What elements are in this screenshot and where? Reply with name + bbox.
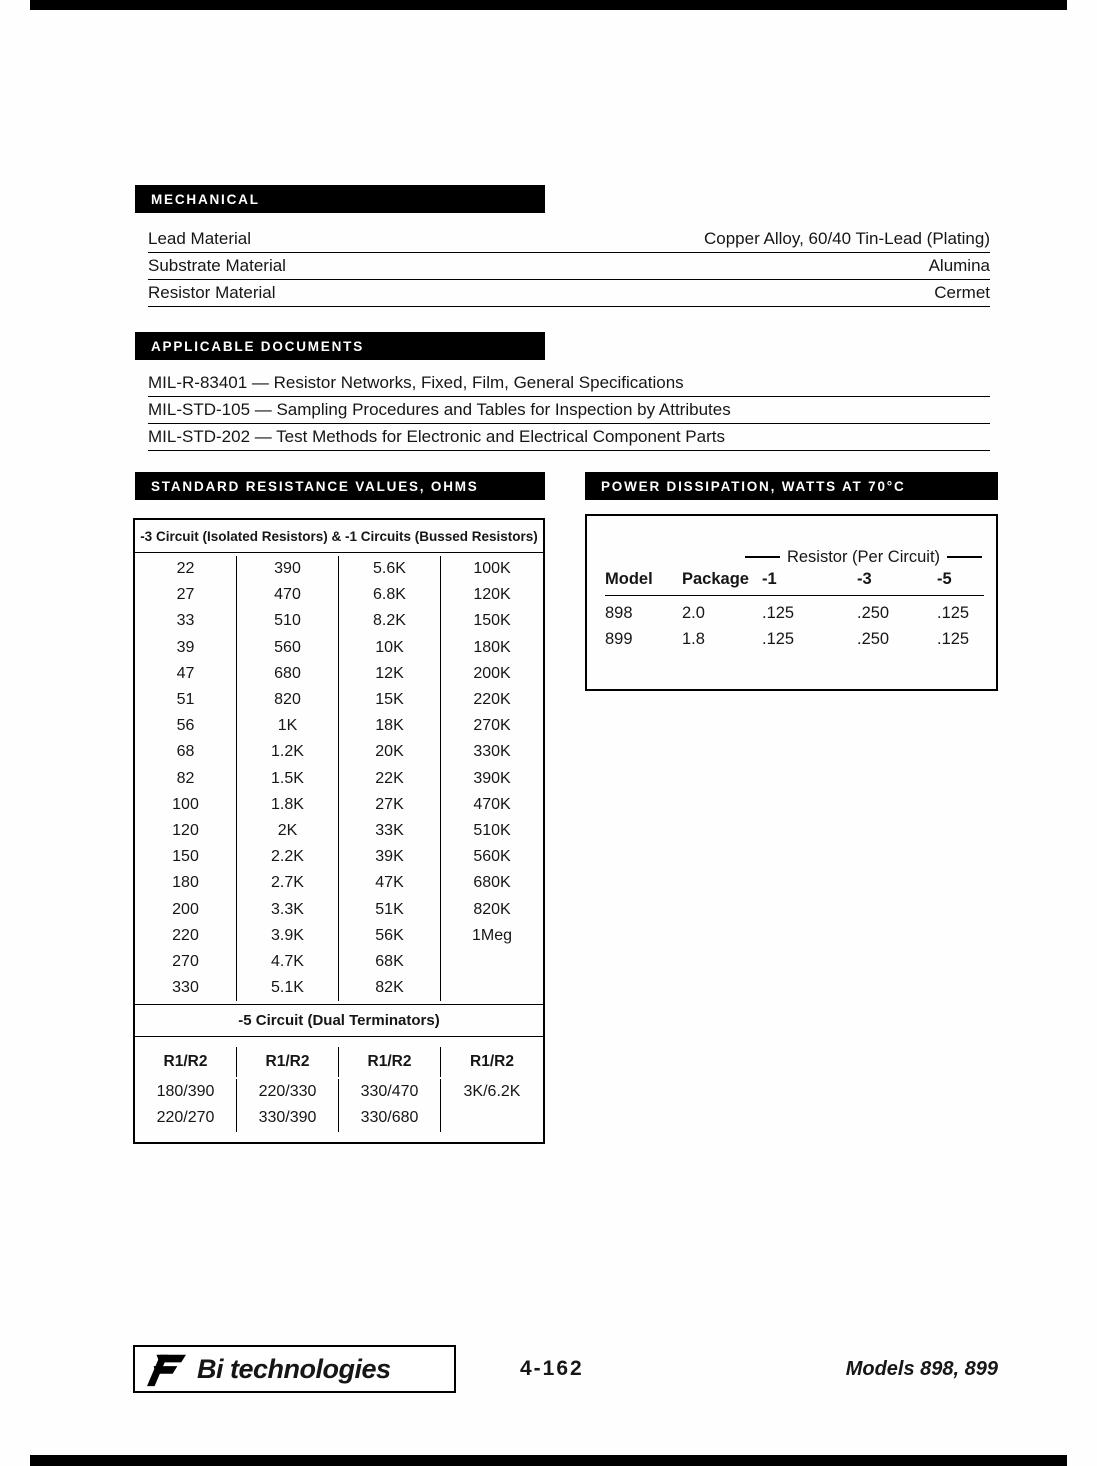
resistance-value: 82K [339,975,441,1001]
resistance-value: 470K [473,795,511,813]
resistance-value: 820K [473,900,511,918]
resistance-value: 39K [339,844,441,870]
resistance-value: 4.7K [237,949,339,975]
resistor-per-circuit-header [745,546,982,568]
power-column-header: -5 [937,570,952,588]
power-table-body [605,600,984,652]
resistance-value [441,975,543,1001]
power-column-header: -3 [857,570,872,588]
resistance-value: 510 [237,608,339,634]
resistance-value: 5.6K [339,556,441,582]
power-table-row [605,600,984,626]
power-cell: .125 [937,603,970,622]
resistance-value: 20K [339,739,441,765]
dual-terminator-value: 220/270 [135,1105,237,1131]
resistance-value: 1Meg [471,926,513,944]
document-item: MIL-STD-202 — Test Methods for Electronic and Electrical Component Parts [148,424,990,451]
resistance-value: 18K [339,713,441,739]
page-number: 4-162 [520,1357,584,1380]
resistance-value: 560 [237,635,339,661]
spec-row [148,226,990,253]
resistance-value: 680K [473,874,511,892]
standard-resistance-section-header: STANDARD RESISTANCE VALUES, OHMS [135,472,545,500]
resistance-value: 33 [135,608,237,634]
resistance-value: 100 [135,792,237,818]
resistance-value: 8.2K [339,608,441,634]
top-rule-bar [30,0,1067,10]
resistance-value: 2K [237,818,339,844]
resistance-value: 68K [339,949,441,975]
resistance-table [133,518,545,1144]
spec-row [148,253,990,280]
resistance-value: 22K [339,766,441,792]
spec-value: Cermet [934,283,990,302]
dual-grid [135,1077,543,1131]
resistance-value: 27 [135,582,237,608]
resistance-value: 1.8K [237,792,339,818]
right-rule-line [947,556,982,558]
applicable-documents-section-header: APPLICABLE DOCUMENTS [135,332,545,360]
power-cell: .250 [857,629,890,648]
spec-label: Substrate Material [148,256,286,275]
dual-terminator-value: 180/390 [135,1079,237,1105]
resistance-value: 220K [473,691,511,709]
resistance-value: 3.3K [237,896,339,922]
resistance-value: 560K [473,848,511,866]
r1r2-column-header: R1/R2 [135,1047,237,1077]
resistance-value: 330 [135,975,237,1001]
resistance-value: 47K [339,870,441,896]
spec-value: Copper Alloy, 60/40 Tin-Lead (Plating) [703,229,990,248]
mechanical-section-header: MECHANICAL [135,185,545,213]
resistance-value: 10K [339,635,441,661]
resistance-value: 150K [473,612,511,630]
resistance-value: 200K [473,664,511,682]
resistance-value: 220 [135,923,237,949]
resistance-value: 1.2K [237,739,339,765]
models-label: Models 898, 899 [845,1358,998,1380]
resistance-value [441,949,543,975]
spec-label: Resistor Material [148,283,276,302]
power-cell: 1.8 [682,629,705,648]
dual-header-row [135,1037,543,1077]
resistance-value: 22 [135,556,237,582]
resistance-value: 680 [237,661,339,687]
power-table [585,514,998,691]
power-cell: .125 [762,603,795,622]
power-column-header: -1 [762,570,777,588]
document-item: MIL-R-83401 — Resistor Networks, Fixed, Film, General Specifications [148,370,990,397]
resistance-value: 2.7K [237,870,339,896]
power-cell: .125 [762,629,795,648]
r1r2-column-header: R1/R2 [339,1047,441,1077]
resistance-value: 47 [135,661,237,687]
power-cell: 898 [605,603,633,622]
spec-label: Lead Material [148,229,252,248]
resistance-value: 56K [339,923,441,949]
resistance-value: 5.1K [237,975,339,1001]
resistance-value: 270K [473,717,511,735]
resistance-value: 820 [237,687,339,713]
resistance-value: 330K [473,743,511,761]
resistance-value: 56 [135,713,237,739]
dual-terminator-value: 3K/6.2K [463,1083,521,1101]
resistor-per-circuit-label: Resistor (Per Circuit) [786,547,941,566]
bottom-rule-bar [30,1455,1067,1466]
power-table-row [605,626,984,652]
left-rule-line [745,556,780,558]
r1r2-column-header: R1/R2 [470,1053,514,1071]
resistance-value: 12K [339,661,441,687]
dual-terminator-value: 330/470 [339,1079,441,1105]
dual-terminators-title: -5 Circuit (Dual Terminators) [135,1004,543,1037]
resistance-value: 180K [473,638,511,656]
resistance-value: 51K [339,896,441,922]
resistance-value: 6.8K [339,582,441,608]
power-column-header: Package [682,570,749,588]
resistance-value: 180 [135,870,237,896]
power-dissipation-section-header: POWER DISSIPATION, WATTS AT 70°C [585,472,998,500]
mechanical-table [148,226,990,307]
power-header-row [605,570,984,596]
resistance-value: 2.2K [237,844,339,870]
resistance-value: 100K [473,560,511,578]
resistance-table-title: -3 Circuit (Isolated Resistors) & -1 Circuits (Bussed Resistors) [135,520,543,553]
resistance-value: 3.9K [237,923,339,949]
power-cell: 2.0 [682,603,705,622]
resistance-value: 150 [135,844,237,870]
resistance-value: 33K [339,818,441,844]
resistance-value: 27K [339,792,441,818]
resistance-value: 120K [473,586,511,604]
r1r2-column-header: R1/R2 [237,1047,339,1077]
resistance-value: 1.5K [237,766,339,792]
bi-logo-text: Bi technologies [197,1353,391,1384]
resistance-value: 68 [135,739,237,765]
resistance-value: 1K [237,713,339,739]
power-cell: .250 [857,603,890,622]
spec-row [148,280,990,307]
resistance-value: 390 [237,556,339,582]
resistance-value: 82 [135,766,237,792]
resistance-value: 39 [135,635,237,661]
power-column-header: Model [605,570,653,588]
resistance-value: 15K [339,687,441,713]
document-item: MIL-STD-105 — Sampling Procedures and Tables for Inspection by Attributes [148,397,990,424]
resistance-value: 390K [473,769,511,787]
dual-terminator-value: 330/680 [339,1105,441,1131]
resistance-value: 200 [135,896,237,922]
spec-value: Alumina [928,256,990,275]
resistance-value: 51 [135,687,237,713]
dual-terminator-value [441,1105,543,1131]
resistance-value: 270 [135,949,237,975]
resistance-value: 470 [237,582,339,608]
resistance-value: 120 [135,818,237,844]
bi-logo-icon [143,1350,189,1388]
dual-terminator-value: 330/390 [237,1105,339,1131]
documents-list [148,370,990,451]
power-cell: 899 [605,629,633,648]
power-cell: .125 [937,629,970,648]
resistance-value: 510K [473,821,511,839]
bi-technologies-logo [133,1345,456,1393]
dual-terminator-value: 220/330 [237,1079,339,1105]
resistance-grid [135,553,543,1001]
